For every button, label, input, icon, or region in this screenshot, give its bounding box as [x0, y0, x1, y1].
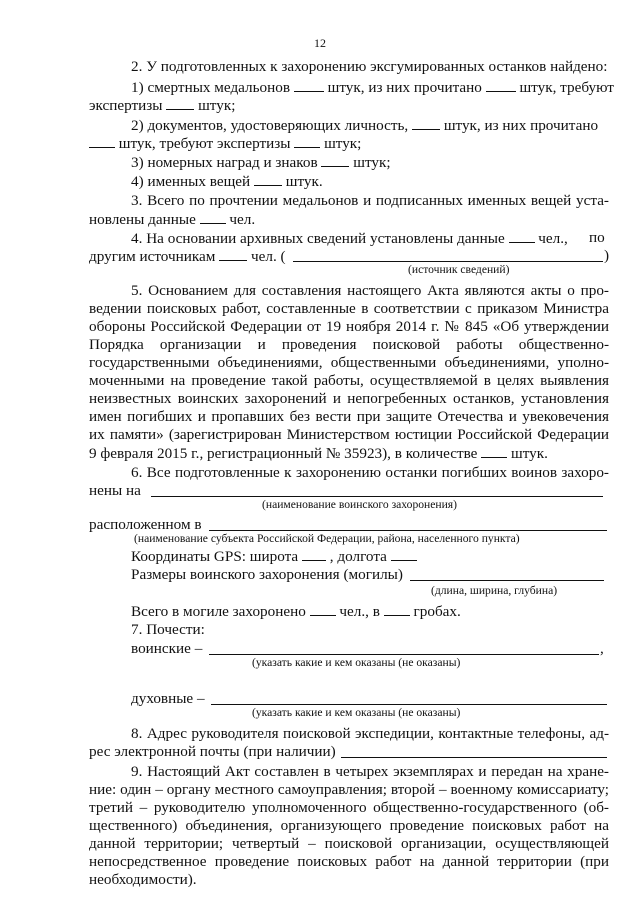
p2-item-2-cont: [89, 134, 609, 153]
acts-count-blank: [481, 444, 507, 458]
p9-line-7: необходимости).: [89, 871, 197, 888]
p4-close-paren: ): [604, 247, 610, 264]
p2-i2-label: 2) документов, удостоверяющих личность,: [131, 117, 409, 134]
p2-item-3-line: [131, 153, 609, 172]
p6-line-2: нены на: [89, 482, 141, 499]
p2-i2-exam-label: штук, требуют экспертизы: [118, 135, 291, 152]
medallions-read-blank: [486, 78, 516, 92]
p9-line-2: ние: один – органу местного самоуправления; второй – военному комиссариату;: [89, 781, 609, 798]
p2-item-2-line: [131, 116, 609, 135]
p3-line-2: [89, 210, 609, 229]
p9-line-6: непосредственное проведение поисковых работ на данной территории (при: [89, 853, 609, 870]
p9-line-1: 9. Настоящий Акт составлен в четырех экземплярах и передан на хране-: [131, 763, 609, 780]
total-unit: чел., в: [339, 603, 380, 620]
p2-i1-exam-word: экспертизы: [89, 97, 163, 114]
p8-line-2: рес электронной почты (при наличии): [89, 743, 336, 760]
p2-i1-label: 1) смертных медальонов: [131, 79, 291, 96]
gps-lon-label: , долгота: [329, 548, 387, 565]
p2-i1-read-label: штук, из них прочитано: [327, 79, 482, 96]
p5-line-3: обороны Российской Федерации от 19 ноября 2014 г. № 845 «Об утверждении: [89, 318, 609, 335]
size-blank: [410, 580, 604, 581]
p2-i1-exam-label: штук, требуют: [519, 79, 614, 96]
p4-line-1: [131, 229, 609, 248]
p5-line-7: неизвестных воинских захоронений и непогребенных останков, установления: [89, 390, 609, 407]
p5-line-2: ведении поисковых работ, составленные в соответствии с приказом Министра: [89, 300, 609, 317]
medallions-total-blank: [294, 78, 324, 92]
p2-i2-read-label: штук, из них прочитано: [443, 117, 599, 134]
size-line: Размеры воинского захоронения (могилы): [131, 566, 403, 583]
military-honors-blank: [209, 654, 599, 655]
burial-name-blank: [151, 496, 603, 497]
named-items-blank: [254, 172, 282, 186]
p2-i2-unit: штук;: [324, 135, 362, 152]
p5-line-8: имен погибших и пропавших без вести при защите Отечества и увековечения: [89, 408, 609, 425]
documents-total-blank: [412, 116, 440, 130]
p2-intro: 2. У подготовленных к захоронению эксгумированных останков найдено:: [131, 58, 608, 75]
burial-name-caption: (наименование воинского захоронения): [262, 498, 457, 511]
location-blank: [209, 530, 607, 531]
p2-i4-label: 4) именных вещей: [131, 173, 251, 190]
p9-line-4: щественного) объединения, организующего проведение поисковых работ на: [89, 817, 609, 834]
military-honors-comma: ,: [600, 640, 604, 657]
p4-line-2: [89, 247, 609, 266]
p3-line-1: 3. Всего по прочтении медальонов и подписанных именных вещей уста-: [131, 192, 609, 209]
military-honors-caption: (указать какие и кем оказаны (не оказаны): [252, 656, 461, 669]
p5-line-4: Порядка организации и проведения поисковой работы общественно-: [89, 336, 609, 353]
p6-line-1: 6. Все подготовленные к захоронению останки погибших воинов захоро-: [131, 464, 609, 481]
p2-item-1-cont: [89, 96, 609, 115]
gps-lon-blank: [391, 547, 417, 561]
buried-count-blank: [310, 602, 336, 616]
contact-blank: [341, 757, 607, 758]
spiritual-honors-label: духовные –: [131, 690, 205, 707]
p4-po: по: [589, 229, 605, 246]
p4-archive-label: 4. На основании архивных сведений установлены данные: [131, 230, 505, 247]
p6-line-3: расположенном в: [89, 516, 202, 533]
p2-i1-unit: штук;: [198, 97, 236, 114]
size-caption: (длина, ширина, глубина): [431, 584, 558, 597]
total-label: Всего в могиле захоронено: [131, 603, 306, 620]
p2-i4-unit: штук.: [285, 173, 323, 190]
p5-line-6: моченными на проведение такой работы, осуществляемой в целях выявления: [89, 372, 609, 389]
p3-unit: чел.: [229, 211, 256, 228]
source-caption: (источник сведений): [408, 263, 510, 276]
p5-line-10: [89, 444, 609, 463]
awards-blank: [321, 153, 349, 167]
p2-item-1-line: [131, 78, 614, 97]
documents-read-blank: [89, 134, 115, 148]
total-line: [131, 602, 609, 621]
military-honors-label: воинские –: [131, 640, 203, 657]
spiritual-honors-blank: [211, 704, 607, 705]
medallions-exam-blank: [166, 96, 194, 110]
documents-exam-blank: [294, 134, 320, 148]
other-count-blank: [219, 247, 247, 261]
source-blank: [293, 261, 603, 262]
p2-i3-label: 3) номерных наград и знаков: [131, 154, 318, 171]
honors-title: 7. Почести:: [131, 621, 205, 638]
gps-lat-blank: [302, 547, 326, 561]
spiritual-honors-caption: (указать какие и кем оказаны (не оказаны): [252, 706, 461, 719]
gps-line: [131, 547, 609, 566]
p5-unit: штук.: [511, 445, 548, 462]
identified-count-blank: [200, 210, 226, 224]
p5-line-9: их памяти» (зарегистрирован Министерством юстиции Российской Федерации: [89, 426, 609, 443]
p3-label: новлены данные: [89, 211, 196, 228]
coffins-label: гробах.: [413, 603, 461, 620]
p4-other-unit: чел. (: [250, 248, 286, 265]
p4-unit: чел.,: [538, 230, 568, 247]
gps-lat-label: Координаты GPS: широта: [131, 548, 299, 565]
p5-last-text: 9 февраля 2015 г., регистрационный № 35923), в количестве: [89, 445, 478, 462]
p8-line-1: 8. Адрес руководителя поисковой экспедиции, контактные телефоны, ад-: [131, 725, 609, 742]
p9-line-5: данной территории; четвертый – поисковой организации, осуществляющей: [89, 835, 609, 852]
p5-line-1: 5. Основанием для составления настоящего Акта являются акты о про-: [131, 282, 609, 299]
p9-line-3: третий – руководителю уполномоченного общественно-государственного (об-: [89, 799, 609, 816]
p2-item-4-line: [131, 172, 609, 191]
coffins-count-blank: [384, 602, 410, 616]
p5-line-5: государственными объединениями, общественными объединениями, уполно-: [89, 354, 609, 371]
p4-other-label: другим источникам: [89, 248, 216, 265]
location-caption: (наименование субъекта Российской Федерации, района, населенного пункта): [134, 532, 520, 545]
p2-i3-unit: штук;: [353, 154, 391, 171]
archive-count-blank: [509, 229, 535, 243]
page-number: 12: [314, 36, 326, 50]
